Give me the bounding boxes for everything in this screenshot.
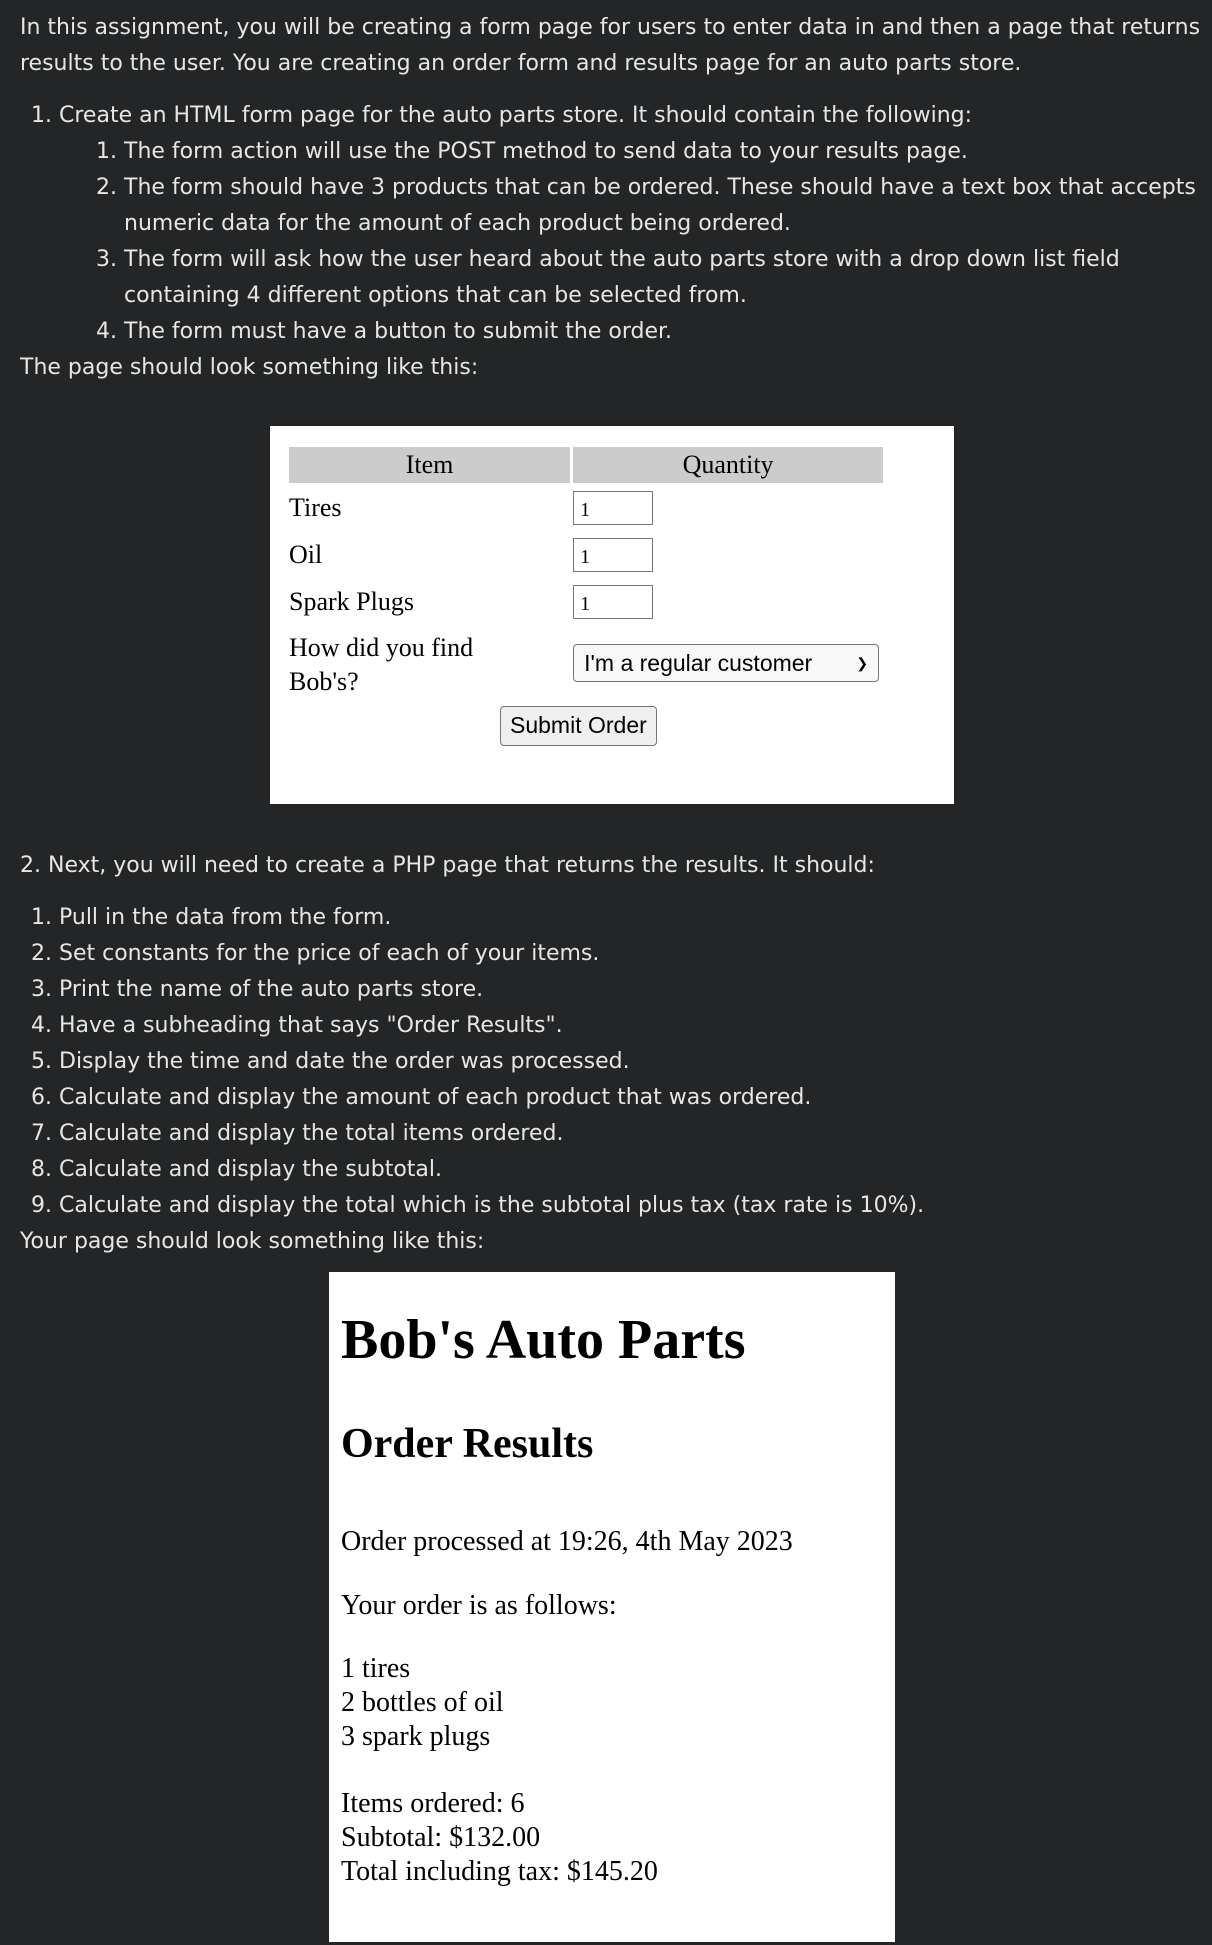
list-item [31, 936, 1205, 972]
list-number: 1. [96, 139, 117, 164]
list-number: 4. [31, 1013, 52, 1038]
processed-time: Order processed at 19:26, 4th May 2023 [341, 1526, 793, 1557]
items-ordered: Items ordered: 6 [341, 1788, 525, 1819]
list-number: 4. [96, 319, 117, 344]
table-row [289, 627, 883, 699]
oil-quantity-input[interactable]: 1 [573, 538, 653, 572]
list-number: 2. [96, 175, 117, 200]
find-label: How did you find Bob's? [289, 633, 474, 696]
product-label: Tires [289, 493, 342, 522]
find-source-select[interactable] [573, 644, 879, 682]
tires-quantity-input[interactable]: 1 [573, 491, 653, 525]
part2-text: 2. Next, you will need to create a PHP page that returns the results. It should: [20, 853, 875, 878]
part1-sublist [59, 134, 1205, 350]
list-item [96, 314, 1205, 350]
list-item [31, 972, 1205, 1008]
list-text: Have a subheading that says "Order Results". [59, 1013, 563, 1038]
submit-order-button[interactable]: Submit Order [500, 706, 657, 746]
list-number: 3. [96, 247, 117, 272]
list-number: 2. [31, 941, 52, 966]
list-number: 7. [31, 1121, 52, 1146]
list-item [31, 1116, 1205, 1152]
chevron-down-icon: ❯ [856, 654, 869, 671]
order-line: 3 spark plugs [341, 1721, 491, 1752]
list-number: 8. [31, 1157, 52, 1182]
part1-list [20, 98, 1205, 350]
table-row [289, 486, 883, 530]
total-with-tax: Total including tax: $145.20 [341, 1856, 658, 1887]
order-follows-text: Your order is as follows: [341, 1590, 617, 1621]
list-item [96, 170, 1205, 242]
table-row [289, 580, 883, 624]
table-row [289, 533, 883, 577]
list-item [96, 242, 1205, 314]
list-text: Display the time and date the order was processed. [59, 1049, 630, 1074]
list-text: The form must have a button to submit the order. [124, 319, 673, 344]
subtotal: Subtotal: $132.00 [341, 1822, 541, 1853]
product-label: Spark Plugs [289, 587, 414, 616]
list-text: Calculate and display the total which is the subtotal plus tax (tax rate is 10%). [59, 1193, 925, 1218]
spark-plugs-quantity-input[interactable]: 1 [573, 585, 653, 619]
part2-list [20, 900, 1205, 1224]
form-example-image [270, 426, 954, 804]
order-lines [341, 1652, 504, 1754]
list-text: Calculate and display the subtotal. [59, 1157, 443, 1182]
list-item [31, 1008, 1205, 1044]
list-text: Print the name of the auto parts store. [59, 977, 484, 1002]
results-example-image [329, 1272, 895, 1942]
look-like-text-1: The page should look something like this: [20, 355, 479, 380]
list-item [31, 1080, 1205, 1116]
list-number: 1. [31, 103, 52, 128]
part1-text: Create an HTML form page for the auto parts store. It should contain the following: [59, 103, 973, 128]
intro-paragraph: In this assignment, you will be creating a form page for users to enter data in and then a page that returns results to the user. You are creating an order form and results page for an auto parts store. [20, 15, 1201, 76]
product-label: Oil [289, 540, 323, 569]
list-text: The form will ask how the user heard about the auto parts store with a drop down list field containing 4 different options that can be selected from. [124, 247, 1120, 308]
list-item [96, 134, 1205, 170]
list-item [31, 1044, 1205, 1080]
order-form-table [286, 444, 886, 702]
part1-item [31, 98, 1205, 350]
list-item [31, 1188, 1205, 1224]
column-header-item: Item [289, 447, 570, 483]
column-header-quantity: Quantity [573, 447, 883, 483]
list-text: Set constants for the price of each of your items. [59, 941, 600, 966]
store-title: Bob's Auto Parts [341, 1309, 746, 1371]
list-number: 3. [31, 977, 52, 1002]
order-totals [341, 1787, 658, 1889]
list-number: 1. [31, 905, 52, 930]
list-text: Pull in the data from the form. [59, 905, 392, 930]
list-item [31, 900, 1205, 936]
results-subheading: Order Results [341, 1421, 594, 1467]
select-value: I'm a regular customer [584, 649, 813, 676]
order-line: 1 tires [341, 1653, 411, 1684]
list-number: 6. [31, 1085, 52, 1110]
list-text: The form should have 3 products that can be ordered. These should have a text box that accepts numeric data for the amount of each product being ordered. [124, 175, 1196, 236]
look-like-text-2: Your page should look something like this: [20, 1229, 485, 1254]
list-text: Calculate and display the total items ordered. [59, 1121, 564, 1146]
list-number: 9. [31, 1193, 52, 1218]
order-line: 2 bottles of oil [341, 1687, 504, 1718]
list-text: The form action will use the POST method to send data to your results page. [124, 139, 968, 164]
list-text: Calculate and display the amount of each product that was ordered. [59, 1085, 812, 1110]
list-item [31, 1152, 1205, 1188]
list-number: 5. [31, 1049, 52, 1074]
table-header-row [289, 447, 883, 483]
